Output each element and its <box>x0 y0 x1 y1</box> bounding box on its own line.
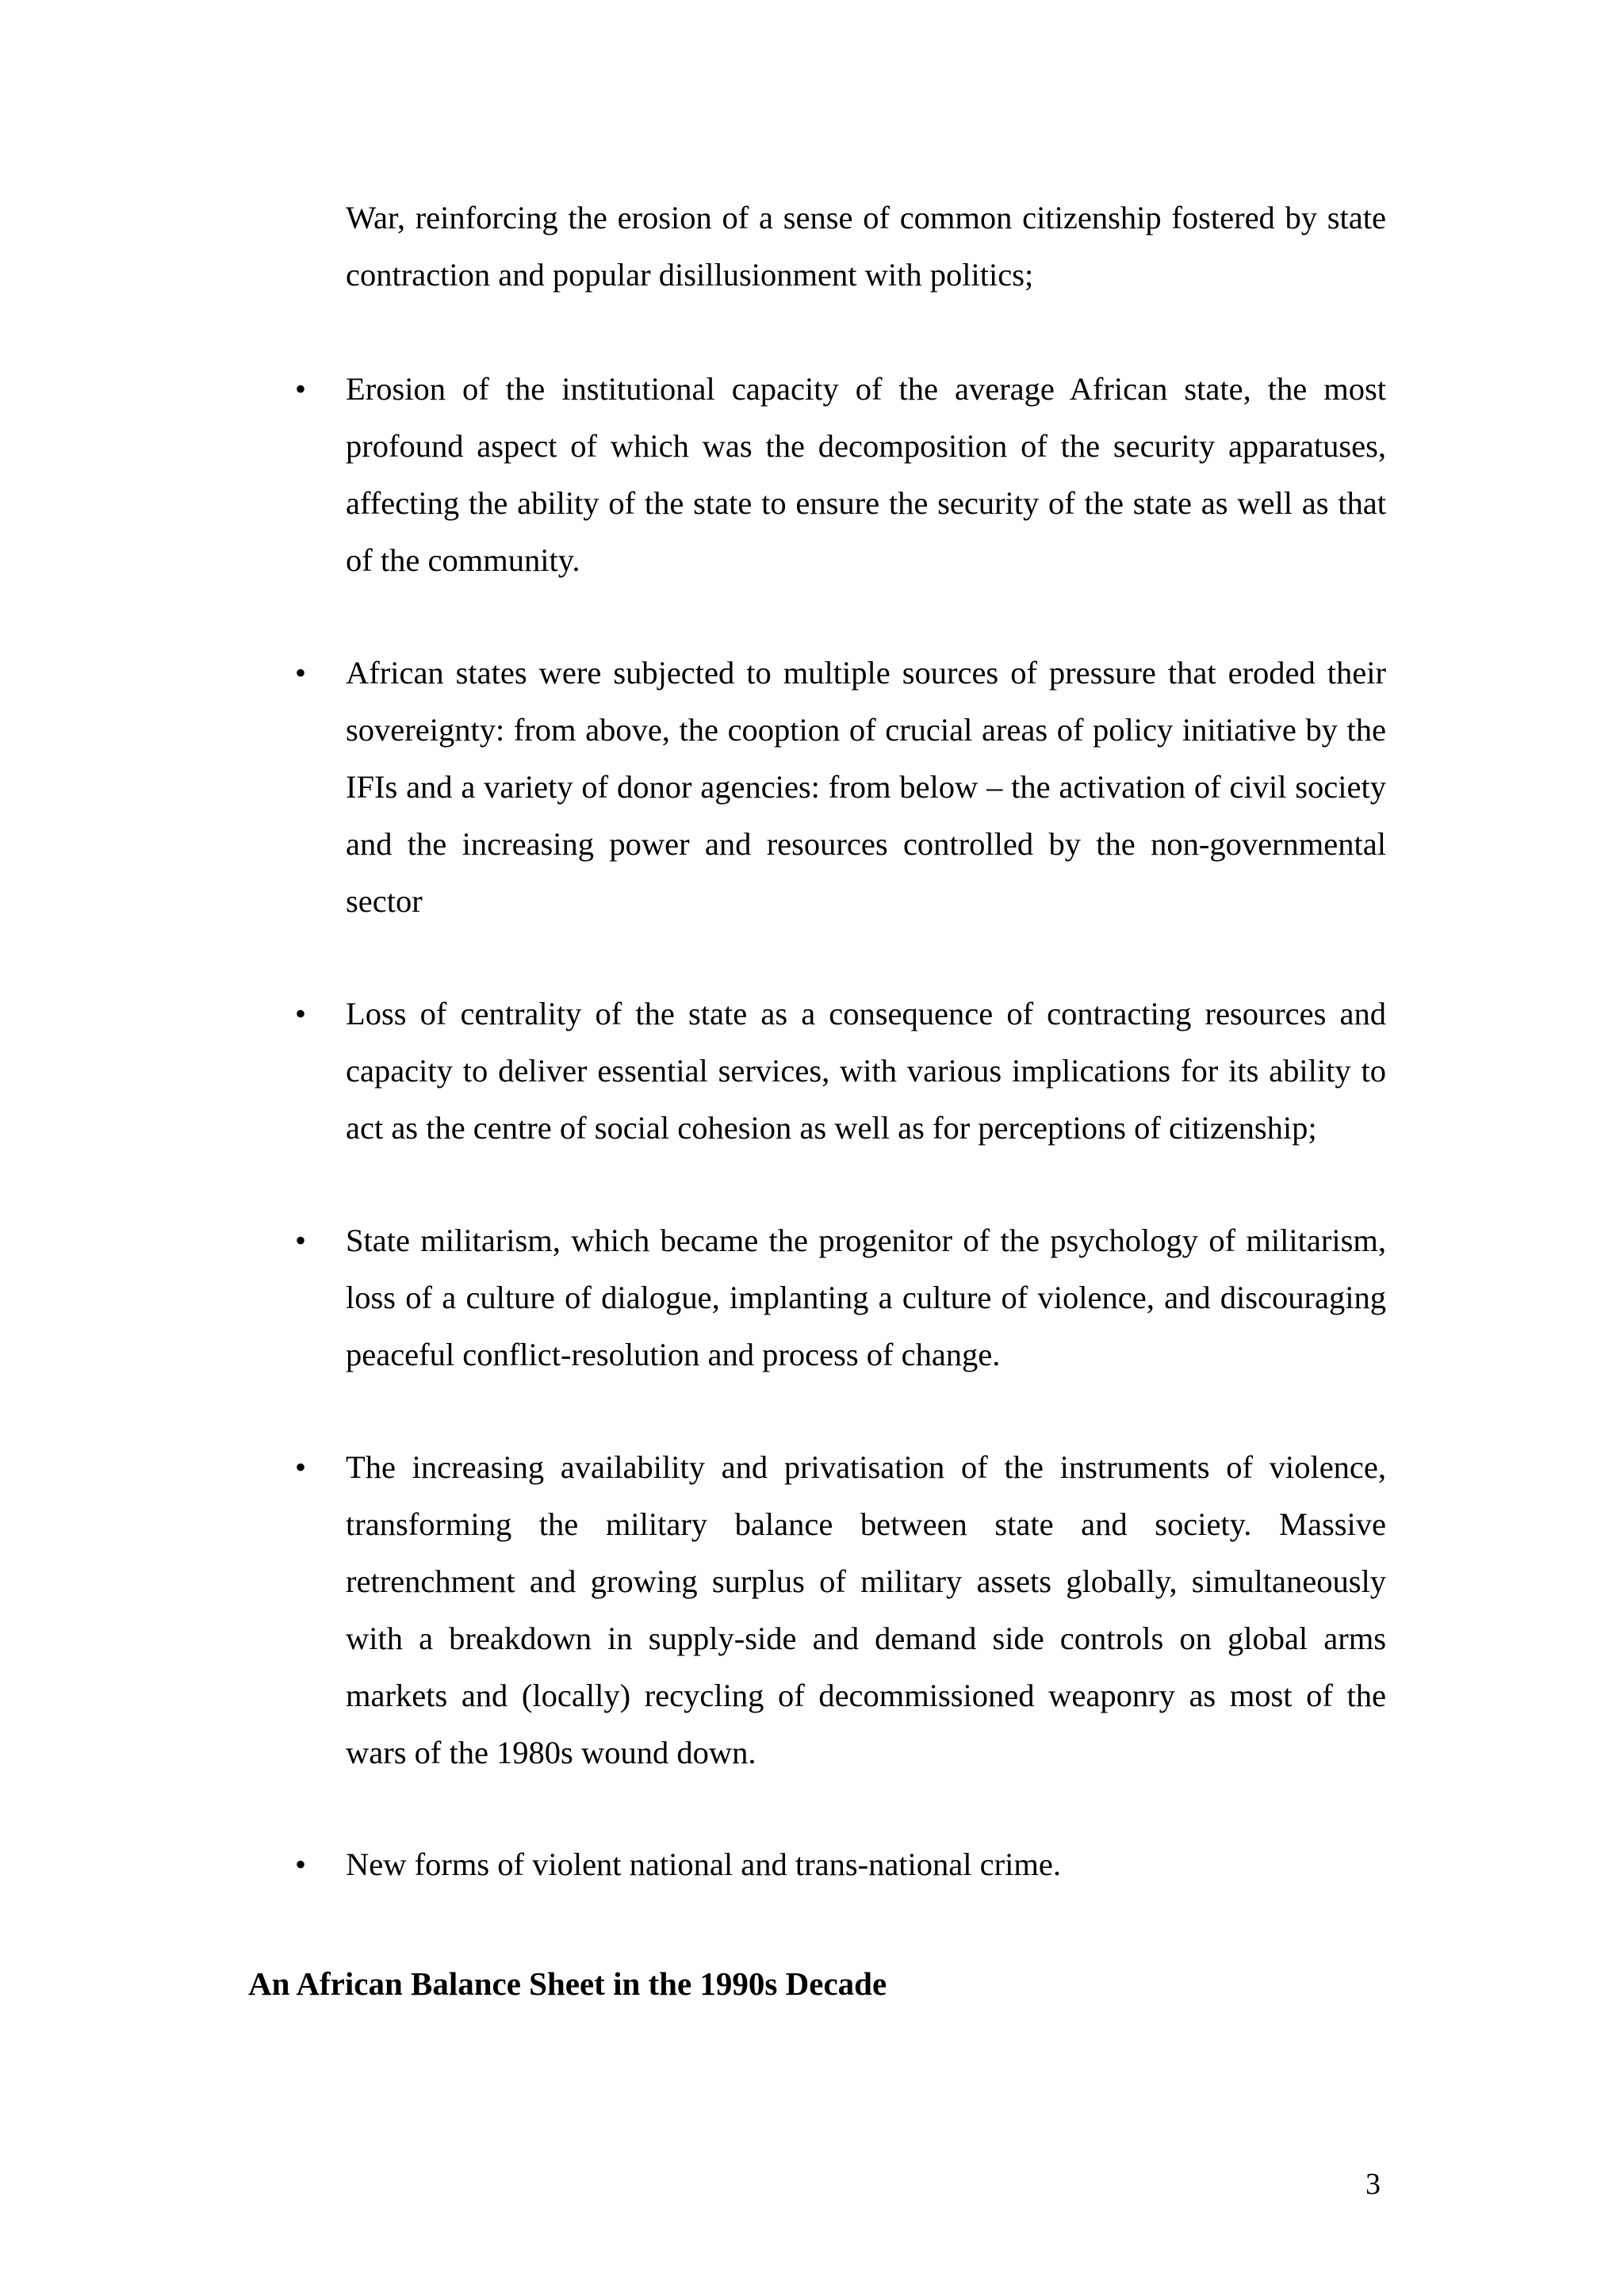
bullet-item-sovereignty-pressure: African states were subjected to multiple sources of pressure that eroded their sovereignty: from above, the cooption of crucial areas of policy initiative by the IFIs and a variety of donor agencies: from below – the activation of civil society and the increasing power and resources controlled by the non-governmental sector <box>346 655 1386 919</box>
bullet-marker: • <box>295 1846 307 1882</box>
bullet-marker: • <box>295 1223 307 1258</box>
bullet-marker: • <box>295 1449 307 1485</box>
bullet-item-violent-crime: New forms of violent national and trans-national crime. <box>346 1846 1061 1882</box>
bullet-marker: • <box>295 371 307 407</box>
bullet-item-state-militarism: State militarism, which became the progenitor of the psychology of militarism, loss of a culture of dialogue, implanting a culture of violence, and discouraging peaceful conflict-resolution and process of change. <box>346 1223 1386 1372</box>
section-heading: An African Balance Sheet in the 1990s Decade <box>248 1965 887 2002</box>
bullet-marker: • <box>295 996 307 1031</box>
continuation-paragraph: War, reinforcing the erosion of a sense of common citizenship fostered by state contraction and popular disillusionment with politics; <box>346 200 1386 293</box>
bullet-item-institutional-capacity: Erosion of the institutional capacity of the average African state, the most profound aspect of which was the decomposition of the security apparatuses, affecting the ability of the state to ensure the security of the state as well as that of the community. <box>346 371 1386 578</box>
bullet-item-loss-of-centrality: Loss of centrality of the state as a consequence of contracting resources and capacity to deliver essential services, with various implications for its ability to act as the centre of social cohesion as well as for perceptions of citizenship; <box>346 996 1386 1146</box>
page-number: 3 <box>1365 2168 1381 2201</box>
bullet-item-instruments-of-violence: The increasing availability and privatisation of the instruments of violence, transforming the military balance between state and society. Massive retrenchment and growing surplus of military assets globally, simultaneously with a breakdown in supply-side and demand side controls on global arms markets and (locally) recycling of decommissioned weaponry as most of the wars of the 1980s wound down. <box>346 1449 1386 1770</box>
bullet-marker: • <box>295 655 307 691</box>
